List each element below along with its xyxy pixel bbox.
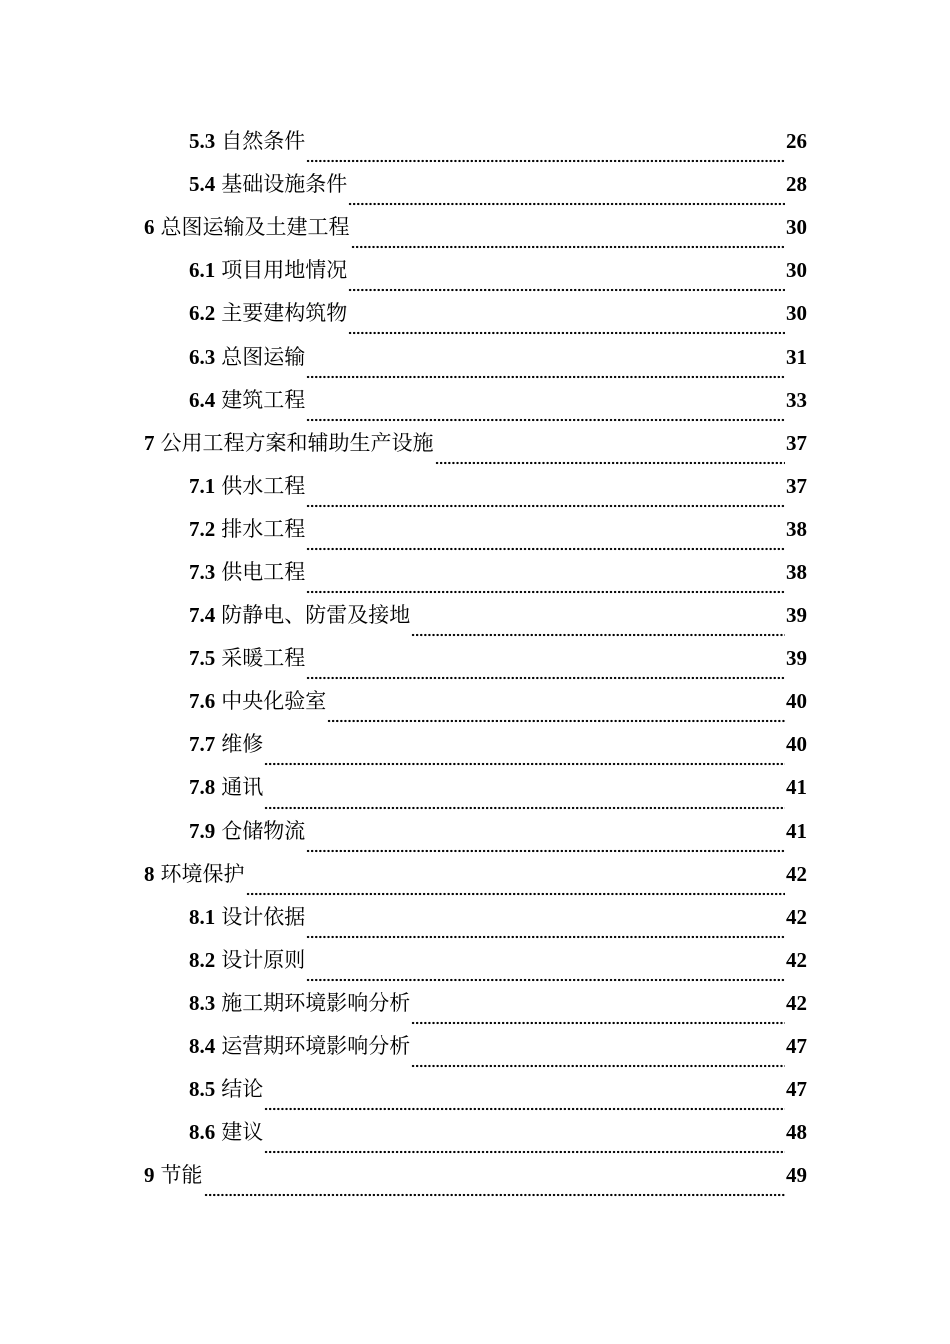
toc-entry-label (189, 516, 306, 541)
toc-entry-number: 7.3 (189, 559, 216, 584)
toc-entry[interactable] (189, 120, 807, 163)
toc-entry[interactable] (189, 939, 807, 982)
toc-entry[interactable] (189, 508, 807, 551)
dot-leader (306, 401, 785, 422)
toc-entry-title: 维修 (221, 732, 264, 757)
toc-entry-title: 通讯 (221, 775, 264, 800)
dot-leader (411, 616, 785, 637)
toc-entry-number: 6.1 (189, 258, 216, 283)
dot-leader (306, 142, 785, 163)
toc-entry[interactable] (189, 723, 807, 766)
dot-leader (204, 1176, 786, 1197)
toc-entry-title: 供水工程 (221, 473, 306, 498)
toc-entry-label (189, 260, 347, 281)
toc-entry[interactable] (144, 206, 807, 249)
toc-entry-page-number: 31 (786, 344, 807, 369)
dot-leader (348, 314, 785, 335)
dot-leader (306, 832, 785, 853)
toc-entry-page-number: 48 (786, 1120, 807, 1145)
toc-entry-number: 8.5 (189, 1077, 216, 1102)
toc-entry-label (189, 174, 347, 195)
dot-leader (411, 1004, 785, 1025)
toc-entry-label (189, 559, 306, 584)
table-of-contents (0, 120, 950, 1197)
toc-entry-title: 建议 (221, 1120, 264, 1145)
toc-entry-number: 6.2 (189, 301, 216, 326)
dot-leader (348, 185, 785, 206)
toc-entry-label (144, 861, 245, 886)
toc-entry-label (189, 1079, 263, 1100)
toc-entry-page-number: 39 (786, 603, 807, 628)
toc-entry-number: 8.2 (189, 947, 216, 972)
toc-entry-title: 排水工程 (221, 516, 306, 541)
toc-entry-page-number: 42 (786, 904, 807, 929)
toc-entry-page-number: 37 (786, 473, 807, 498)
toc-entry-page-number: 37 (786, 430, 807, 455)
toc-entry-title: 施工期环境影响分析 (221, 990, 411, 1015)
toc-entry-title: 环境保护 (160, 861, 245, 886)
toc-entry[interactable] (189, 292, 807, 335)
toc-entry-label (189, 344, 306, 369)
toc-entry-page-number: 47 (786, 1077, 807, 1102)
toc-entry-number: 6.4 (189, 387, 216, 412)
dot-leader (264, 1090, 785, 1111)
toc-entry-title: 采暖工程 (221, 646, 306, 671)
toc-entry-page-number: 40 (786, 732, 807, 757)
toc-entry[interactable] (144, 853, 807, 896)
toc-entry[interactable] (189, 896, 807, 939)
dot-leader (306, 961, 785, 982)
toc-entry-label (189, 904, 306, 929)
toc-entry-title: 总图运输 (221, 344, 306, 369)
toc-entry[interactable] (189, 1111, 807, 1154)
dot-leader (264, 789, 785, 810)
toc-entry-number: 9 (144, 1163, 155, 1188)
toc-entry-title: 项目用地情况 (221, 258, 348, 283)
toc-entry[interactable] (144, 422, 807, 465)
toc-entry-title: 仓储物流 (221, 818, 306, 843)
toc-entry-page-number: 41 (786, 775, 807, 800)
dot-leader (306, 358, 785, 379)
toc-entry-page-number: 28 (786, 172, 807, 197)
toc-entry-title: 防静电、防雷及接地 (221, 603, 411, 628)
toc-entry-page-number: 47 (786, 1034, 807, 1059)
toc-entry-number: 8.1 (189, 904, 216, 929)
dot-leader (435, 444, 786, 465)
toc-entry-label (189, 990, 411, 1015)
toc-entry-number: 7.8 (189, 775, 216, 800)
toc-entry-number: 7.7 (189, 732, 216, 757)
toc-entry-title: 主要建构筑物 (221, 301, 348, 326)
toc-entry-number: 7.6 (189, 689, 216, 714)
toc-entry-label (189, 387, 306, 412)
toc-entry-page-number: 30 (786, 258, 807, 283)
toc-entry-number: 6 (144, 215, 155, 240)
dot-leader (246, 875, 786, 896)
toc-entry-number: 5.4 (189, 172, 216, 197)
toc-entry-title: 运营期环境影响分析 (221, 1034, 411, 1059)
dot-leader (411, 1047, 785, 1068)
toc-entry-number: 7.4 (189, 603, 216, 628)
toc-entry-title: 中央化验室 (221, 689, 327, 714)
dot-leader (306, 487, 785, 508)
toc-entry-label (144, 430, 434, 455)
toc-entry[interactable] (189, 163, 807, 206)
dot-leader (306, 530, 785, 551)
toc-entry-page-number: 38 (786, 516, 807, 541)
toc-entry-page-number: 42 (786, 947, 807, 972)
toc-entry[interactable] (189, 335, 807, 378)
toc-entry[interactable] (189, 1025, 807, 1068)
toc-entry-number: 7.2 (189, 516, 216, 541)
toc-entry-title: 设计依据 (221, 904, 306, 929)
toc-entry[interactable] (189, 810, 807, 853)
toc-entry-label (189, 303, 347, 324)
toc-entry-title: 总图运输及土建工程 (160, 215, 350, 240)
dot-leader (327, 702, 785, 723)
toc-entry-page-number: 26 (786, 129, 807, 154)
toc-entry-label (189, 777, 263, 798)
toc-entry-label (189, 818, 306, 843)
toc-entry-label (189, 605, 410, 626)
toc-entry[interactable] (189, 1068, 807, 1111)
toc-entry-number: 8.4 (189, 1034, 216, 1059)
toc-entry-label (189, 947, 306, 972)
toc-entry-number: 8.6 (189, 1120, 216, 1145)
toc-entry-title: 节能 (160, 1163, 203, 1188)
dot-leader (348, 271, 785, 292)
toc-entry-page-number: 49 (786, 1163, 807, 1188)
toc-entry-page-number: 41 (786, 818, 807, 843)
toc-entry-number: 7 (144, 430, 155, 455)
toc-entry[interactable] (189, 249, 807, 292)
toc-entry-label (189, 131, 305, 152)
toc-entry[interactable] (189, 551, 807, 594)
toc-entry[interactable] (189, 379, 807, 422)
toc-entry-number: 7.1 (189, 473, 216, 498)
toc-entry-label (189, 691, 326, 712)
toc-entry-page-number: 42 (786, 990, 807, 1015)
toc-entry-number: 8 (144, 861, 155, 886)
toc-entry-page-number: 42 (786, 861, 807, 886)
dot-leader (306, 659, 785, 680)
toc-entry-number: 5.3 (189, 129, 216, 154)
toc-entry[interactable] (189, 766, 807, 809)
toc-entry-title: 建筑工程 (221, 387, 306, 412)
toc-entry-number: 7.9 (189, 818, 216, 843)
toc-entry-title: 供电工程 (221, 559, 306, 584)
toc-entry[interactable] (189, 594, 807, 637)
toc-entry-page-number: 39 (786, 646, 807, 671)
toc-entry-page-number: 38 (786, 559, 807, 584)
toc-entry[interactable] (189, 982, 807, 1025)
toc-entry-title: 公用工程方案和辅助生产设施 (160, 430, 434, 455)
toc-entry-page-number: 33 (786, 387, 807, 412)
toc-entry-label (189, 734, 263, 755)
dot-leader (264, 1133, 785, 1154)
toc-entry-title: 基础设施条件 (221, 172, 348, 197)
dot-leader (264, 745, 785, 766)
toc-entry-page-number: 40 (786, 689, 807, 714)
toc-entry-title: 自然条件 (221, 129, 306, 154)
toc-entry-label (189, 1122, 263, 1143)
toc-entry-number: 6.3 (189, 344, 216, 369)
toc-entry-title: 设计原则 (221, 947, 306, 972)
dot-leader (351, 228, 786, 249)
toc-entry-page-number: 30 (786, 301, 807, 326)
toc-entry-label (144, 217, 350, 238)
toc-entry-number: 7.5 (189, 646, 216, 671)
dot-leader (306, 573, 785, 594)
toc-entry-title: 结论 (221, 1077, 264, 1102)
toc-entry-number: 8.3 (189, 990, 216, 1015)
toc-entry-label (189, 473, 306, 498)
toc-entry[interactable] (189, 465, 807, 508)
toc-entry[interactable] (144, 1154, 807, 1197)
toc-entry-label (189, 648, 305, 669)
toc-entry[interactable] (189, 637, 807, 680)
toc-entry-page-number: 30 (786, 215, 807, 240)
dot-leader (306, 918, 785, 939)
toc-entry-label (189, 1036, 410, 1057)
toc-entry[interactable] (189, 680, 807, 723)
toc-entry-label (144, 1165, 203, 1186)
